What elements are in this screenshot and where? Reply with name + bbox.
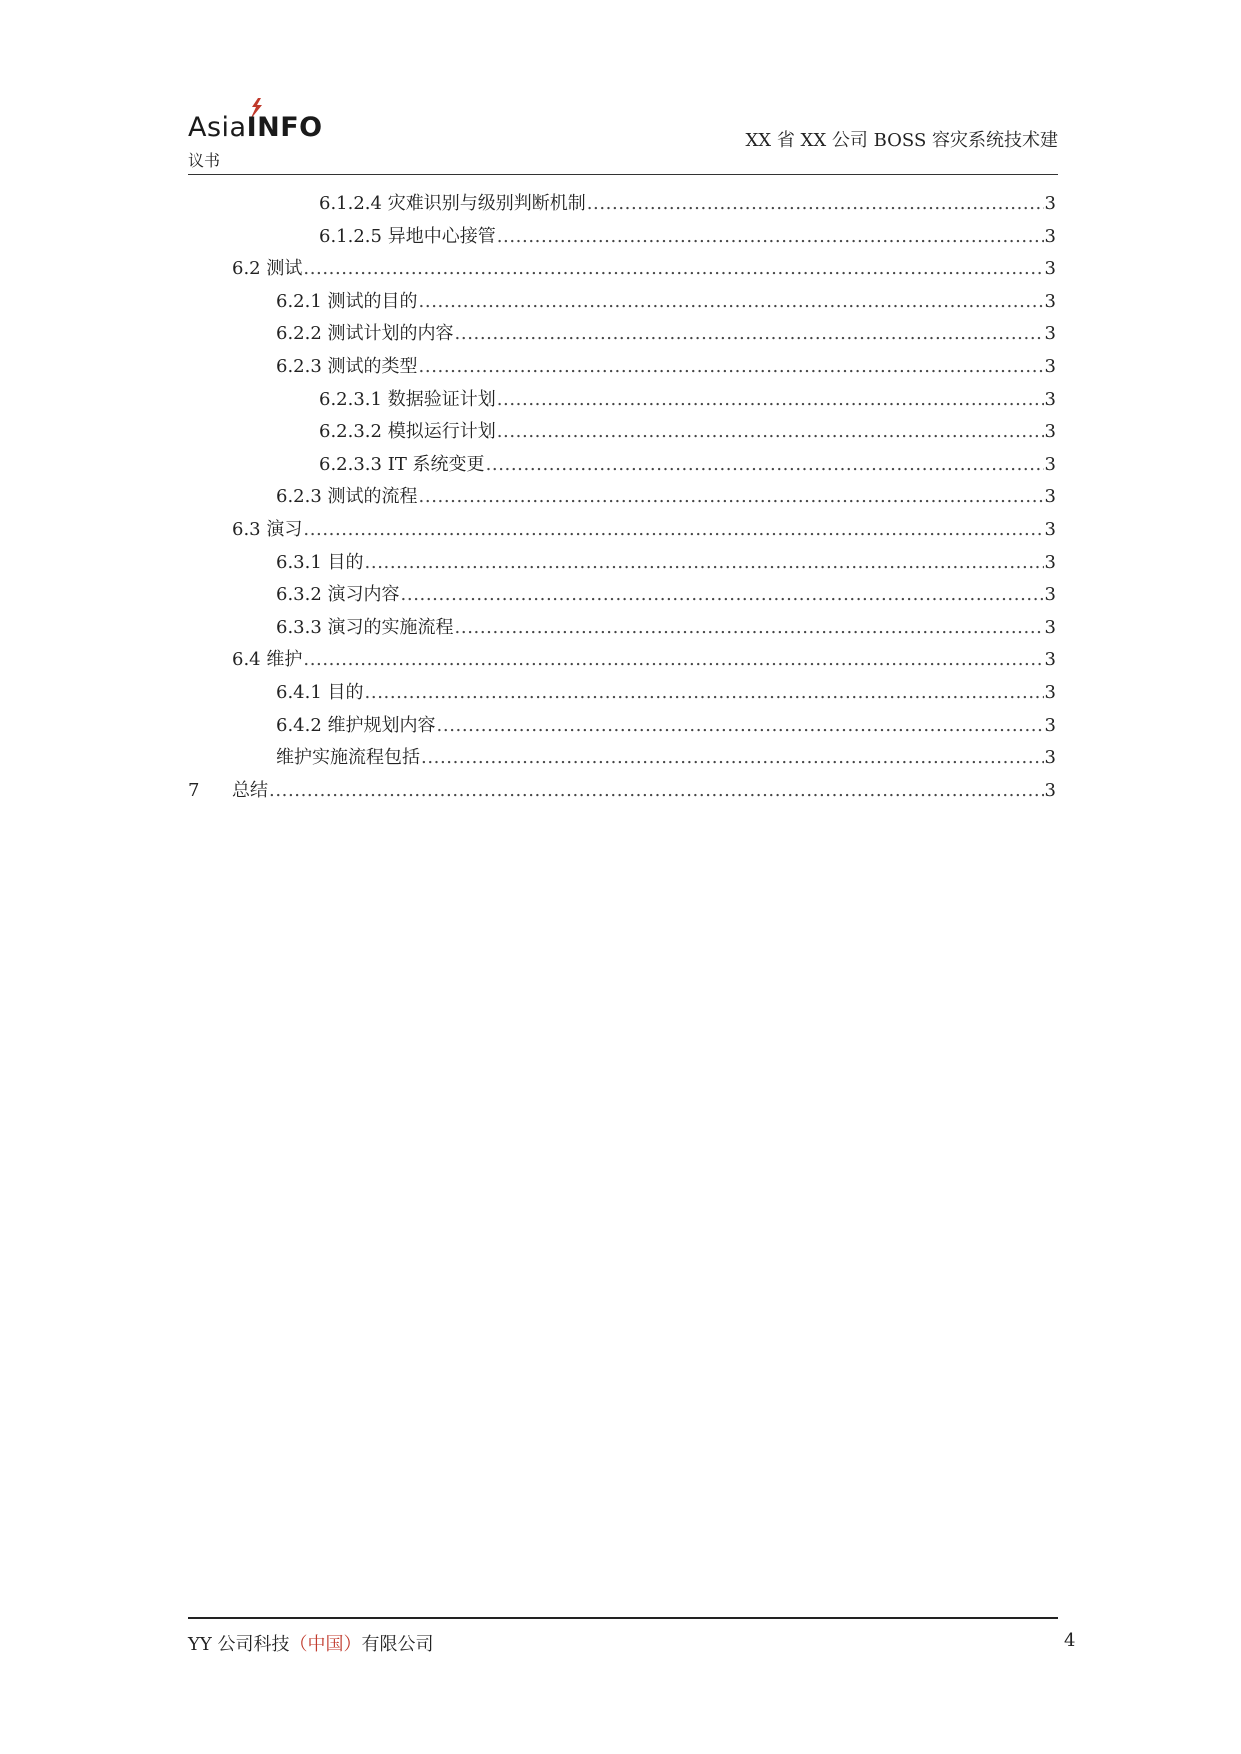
toc-dot-leader xyxy=(497,221,1044,254)
toc-dot-leader xyxy=(437,710,1044,743)
toc-entry[interactable] xyxy=(188,188,1056,221)
toc-entry-number: 6.2 xyxy=(232,258,261,280)
toc-entry-page: 3 xyxy=(1044,518,1056,540)
toc-entry-label: IT 系统变更 xyxy=(387,453,485,475)
toc-dot-leader xyxy=(365,677,1044,710)
toc-entry-number: 6.4 xyxy=(232,649,261,671)
toc-entry-label: 测试的流程 xyxy=(327,486,418,508)
toc-dot-leader xyxy=(401,579,1044,612)
toc-dot-leader xyxy=(419,286,1044,319)
toc-entry-page: 3 xyxy=(1044,355,1056,377)
toc-entry-number: 6.2.3 xyxy=(276,486,322,508)
header-divider xyxy=(188,174,1058,175)
toc-entry[interactable] xyxy=(188,742,1056,775)
toc-dot-leader xyxy=(303,253,1043,286)
toc-entry-label: 异地中心接管 xyxy=(387,225,496,247)
toc-entry[interactable] xyxy=(188,416,1056,449)
toc-dot-leader xyxy=(497,416,1044,449)
asiainfo-logo xyxy=(188,98,348,148)
footer-divider xyxy=(188,1617,1058,1619)
toc-entry-label: 维护实施流程包括 xyxy=(276,747,420,769)
toc-entry[interactable] xyxy=(188,253,1056,286)
toc-entry-page: 3 xyxy=(1044,616,1056,638)
toc-entry-page: 3 xyxy=(1044,290,1056,312)
toc-entry-number: 7 xyxy=(188,779,200,801)
toc-entry-page: 3 xyxy=(1044,225,1056,247)
toc-entry-number: 6.2.2 xyxy=(276,323,322,345)
toc-entry[interactable] xyxy=(188,612,1056,645)
toc-entry-page: 3 xyxy=(1044,681,1056,703)
logo-text-bold: INFO xyxy=(246,112,323,143)
toc-dot-leader xyxy=(497,384,1044,417)
logo-wordmark xyxy=(188,112,323,143)
toc-entry-number: 6.3 xyxy=(232,518,261,540)
toc-entry-page: 3 xyxy=(1044,258,1056,280)
toc-entry-page: 3 xyxy=(1044,747,1056,769)
toc-entry[interactable] xyxy=(188,384,1056,417)
toc-entry-page: 3 xyxy=(1044,649,1056,671)
toc-dot-leader xyxy=(303,644,1043,677)
toc-entry-number: 6.1.2.5 xyxy=(319,225,382,247)
toc-dot-leader xyxy=(303,514,1043,547)
logo-text-regular: Asia xyxy=(188,112,247,143)
toc-entry[interactable] xyxy=(188,710,1056,743)
toc-dot-leader xyxy=(419,481,1044,514)
toc-entry[interactable] xyxy=(188,286,1056,319)
toc-entry-label: 总结 xyxy=(232,779,268,801)
toc-entry[interactable] xyxy=(188,547,1056,580)
toc-entry-number: 6.2.3.2 xyxy=(319,421,382,443)
toc-dot-leader xyxy=(455,318,1044,351)
page-header xyxy=(188,98,1058,176)
toc-entry-page: 3 xyxy=(1044,486,1056,508)
footer-company-accent: （中国） xyxy=(289,1634,362,1655)
footer-company-prefix: YY 公司科技 xyxy=(188,1634,290,1655)
toc-entry[interactable] xyxy=(188,644,1056,677)
toc-entry-number: 6.1.2.4 xyxy=(319,193,382,214)
toc-entry-page: 3 xyxy=(1044,193,1056,214)
toc-entry-page: 3 xyxy=(1044,453,1056,475)
toc-entry[interactable] xyxy=(188,579,1056,612)
page-number: 4 xyxy=(1064,1630,1076,1651)
toc-entry-page: 3 xyxy=(1044,388,1056,410)
toc-entry[interactable] xyxy=(188,318,1056,351)
toc-entry-number: 6.3.2 xyxy=(276,584,322,606)
toc-entry-label: 演习的实施流程 xyxy=(327,616,454,638)
toc-entry[interactable] xyxy=(188,351,1056,384)
toc-dot-leader xyxy=(486,449,1044,482)
toc-entry-number: 6.3.3 xyxy=(276,616,322,638)
toc-entry-number: 6.2.1 xyxy=(276,290,322,312)
toc-entry-number: 6.4.1 xyxy=(276,681,322,703)
toc-entry-label: 模拟运行计划 xyxy=(387,421,496,443)
toc-entry-page: 3 xyxy=(1044,323,1056,345)
toc-entry-number: 6.3.1 xyxy=(276,551,322,573)
toc-entry[interactable] xyxy=(188,481,1056,514)
toc-entry-label: 目的 xyxy=(327,551,364,573)
toc-entry-label: 灾难识别与级别判断机制 xyxy=(387,193,586,214)
toc-entry-label: 目的 xyxy=(327,681,364,703)
toc-entry-page: 3 xyxy=(1044,584,1056,606)
toc-entry-number: 6.2.3 xyxy=(276,355,322,377)
table-of-contents xyxy=(188,188,1056,807)
toc-entry[interactable] xyxy=(188,449,1056,482)
toc-entry[interactable] xyxy=(188,775,1056,808)
toc-dot-leader xyxy=(455,612,1044,645)
toc-entry-page: 3 xyxy=(1044,779,1056,801)
toc-entry-label: 演习 xyxy=(266,518,303,540)
toc-entry-page: 3 xyxy=(1044,551,1056,573)
toc-entry-number: 6.2.3.1 xyxy=(319,388,382,410)
toc-entry-label: 演习内容 xyxy=(327,584,400,606)
toc-entry[interactable] xyxy=(188,677,1056,710)
toc-entry[interactable] xyxy=(188,221,1056,254)
toc-entry[interactable] xyxy=(188,514,1056,547)
toc-entry-page: 3 xyxy=(1044,421,1056,443)
toc-entry-label: 测试计划的内容 xyxy=(327,323,454,345)
toc-entry-label: 测试的目的 xyxy=(327,290,418,312)
toc-entry-number: 6.2.3.3 xyxy=(319,453,382,475)
footer-company-suffix: 有限公司 xyxy=(361,1634,434,1655)
toc-dot-leader xyxy=(269,775,1044,808)
toc-dot-leader xyxy=(365,547,1044,580)
toc-dot-leader xyxy=(587,188,1044,221)
footer-company-name xyxy=(188,1630,434,1656)
header-subtext: 议书 xyxy=(188,151,221,170)
toc-dot-leader xyxy=(419,351,1044,384)
toc-entry-label: 测试 xyxy=(266,258,303,280)
toc-entry-page: 3 xyxy=(1044,714,1056,736)
toc-entry-number: 6.4.2 xyxy=(276,714,322,736)
toc-entry-label: 维护规划内容 xyxy=(327,714,436,736)
toc-entry-label: 数据验证计划 xyxy=(387,388,496,410)
toc-entry-label: 测试的类型 xyxy=(327,355,418,377)
document-title: XX 省 XX 公司 BOSS 容灾系统技术建 xyxy=(745,130,1058,151)
toc-entry-label: 维护 xyxy=(266,649,303,671)
toc-dot-leader xyxy=(421,742,1044,775)
